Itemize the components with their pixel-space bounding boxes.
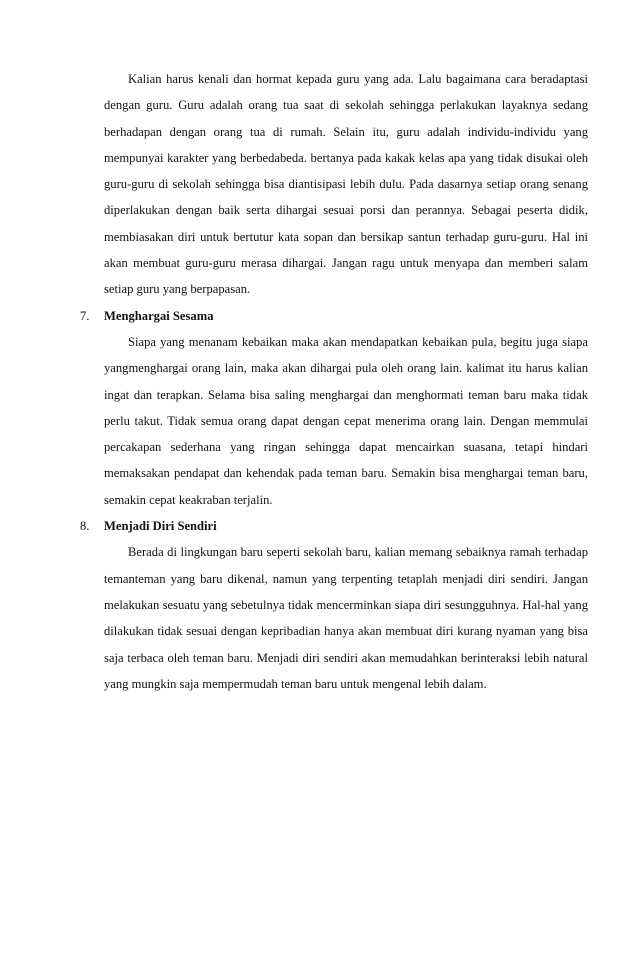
section-title: Menjadi Diri Sendiri	[104, 519, 217, 534]
intro-paragraph: Kalian harus kenali dan hormat kepada guru yang ada. Lalu bagaimana cara beradaptasi dengan guru. Guru adalah orang tua saat di sekolah sehingga perlakukan layaknya sedang berhadapan dengan orang tua di rumah. Selain itu, guru adalah individu-individu yang mempunyai karakter yang berbedabeda. bertanya pada kakak kelas apa yang tidak disukai oleh guru-guru di sekolah sehingga bisa diantisipasi lebih dulu. Pada dasarnya setiap orang senang diperlakukan dengan baik serta dihargai sesuai porsi dan perannya. Sebagai peserta didik, membiasakan diri untuk bertutur kata sopan dan bersikap santun terhadap guru-guru. Hal ini akan membuat guru-guru merasa dihargai. Jangan ragu untuk menyapa dan memberi salam setiap guru yang berpapasan.	[104, 72, 588, 297]
section-paragraph: Siapa yang menanam kebaikan maka akan mendapatkan kebaikan pula, begitu juga siapa yangmenghargai orang lain, maka akan dihargai pula oleh orang lain. kalimat itu harus kalian ingat dan terapkan. Selama bisa saling menghargai dan menghormati teman baru maka tidak perlu takut. Tidak semua orang dapat dengan cepat menerima orang lain. Dengan memmulai percakapan sederhana yang ringan sehingga dapat mencairkan suasana, tetapi hindari memaksakan pendapat dan kehendak pada teman baru. Semakin bisa menghargai teman baru, semakin cepat keakraban terjalin.	[104, 334, 588, 507]
section-number: 8.	[80, 519, 90, 534]
section-heading	[80, 303, 588, 329]
document-body	[80, 66, 588, 697]
section-number: 7.	[80, 308, 90, 323]
section-title: Menghargai Sesama	[104, 308, 214, 323]
section-menjadi-diri-sendiri	[80, 513, 588, 697]
section-menghargai-sesama	[80, 303, 588, 513]
section-heading	[80, 513, 588, 539]
section-paragraph: Berada di lingkungan baru seperti sekolah baru, kalian memang sebaiknya ramah terhadap temanteman yang baru dikenal, namun yang terpenting tetaplah menjadi diri sendiri. Jangan melakukan sesuatu yang sebetulnya tidak mencerminkan siapa diri sesungguhnya. Hal-hal yang dilakukan tidak sesuai dengan kepribadian hanya akan membuat diri kurang nyaman yang bisa saja terbaca oleh teman baru. Menjadi diri sendiri akan memudahkan berinteraksi lebih natural yang mungkin saja mempermudah teman baru untuk mengenal lebih dalam.	[104, 545, 588, 691]
